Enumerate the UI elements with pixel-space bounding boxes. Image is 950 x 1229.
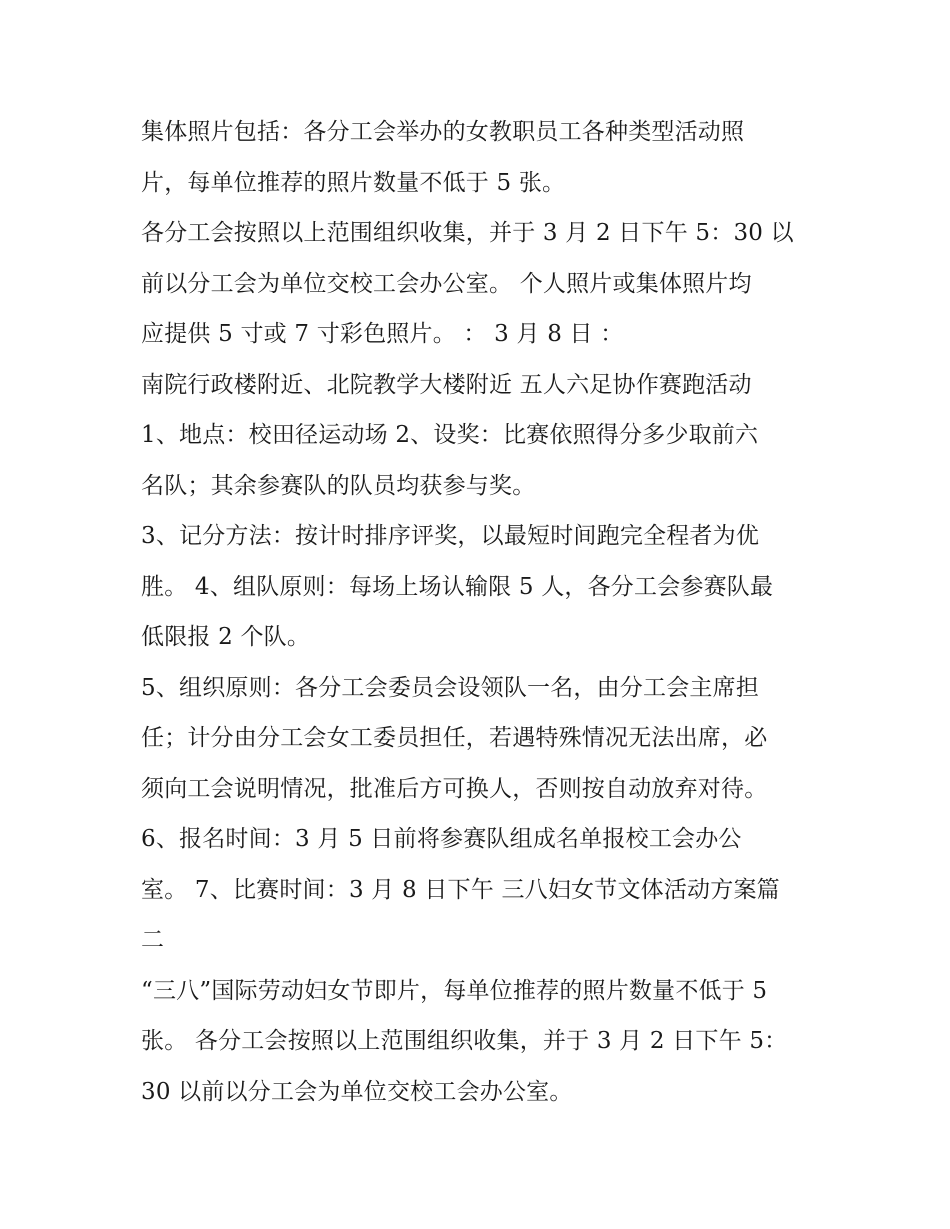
text-line: 前以分工会为单位交校工会办公室。 个人照片或集体照片均 [141,270,752,297]
text-line: 二 [141,927,165,953]
text-line: 片，每单位推荐的照片数量不低于 5 张。 [141,169,566,196]
text-line: 张。 各分工会按照以上范围组织收集，并于 3 月 2 日下午 5： [141,1028,788,1054]
text-line: 胜。 4、组队原则：每场上场认输限 5 人，各分工会参赛队最 [141,573,774,600]
text-line: 须向工会说明情况，批准后方可换人，否则按自动放弃对待。 [141,775,768,802]
text-line: 3、记分方法：按计时排序评奖，以最短时间跑完全程者为优 [141,523,760,549]
text-line: “三八”国际劳动妇女节即片，每单位推荐的照片数量不低于 5 [141,977,768,1004]
text-line: 集体照片包括：各分工会举办的女教职员工各种类型活动照 [141,119,745,145]
body-text [141,107,831,1117]
text-line: 6、报名时间：3 月 5 日前将参赛队组成名单报校工会办公 [141,826,742,852]
text-line: 名队；其余参赛队的队员均获参与奖。 [141,472,536,499]
text-line: 1、地点：校田径运动场 2、设奖：比赛依照得分多少取前六 [141,422,759,448]
text-line: 30 以前以分工会为单位交校工会办公室。 [141,1078,573,1105]
text-line: 室。 7、比赛时间：3 月 8 日下午 三八妇女节文体活动方案篇 [141,876,780,903]
text-line: 5、组织原则：各分工会委员会设领队一名，由分工会主席担 [141,674,760,701]
text-line: 南院行政楼附近、北院教学大楼附近 五人六足协作赛跑活动 [141,371,752,398]
text-line: 应提供 5 寸或 7 寸彩色照片。 ： 3 月 8 日 ： [141,321,624,347]
text-line: 任；计分由分工会女工委员担任，若遇特殊情况无法出席，必 [141,725,768,751]
text-line: 各分工会按照以上范围组织收集，并于 3 月 2 日下午 5：30 以 [141,220,794,246]
text-line: 低限报 2 个队。 [141,624,311,650]
